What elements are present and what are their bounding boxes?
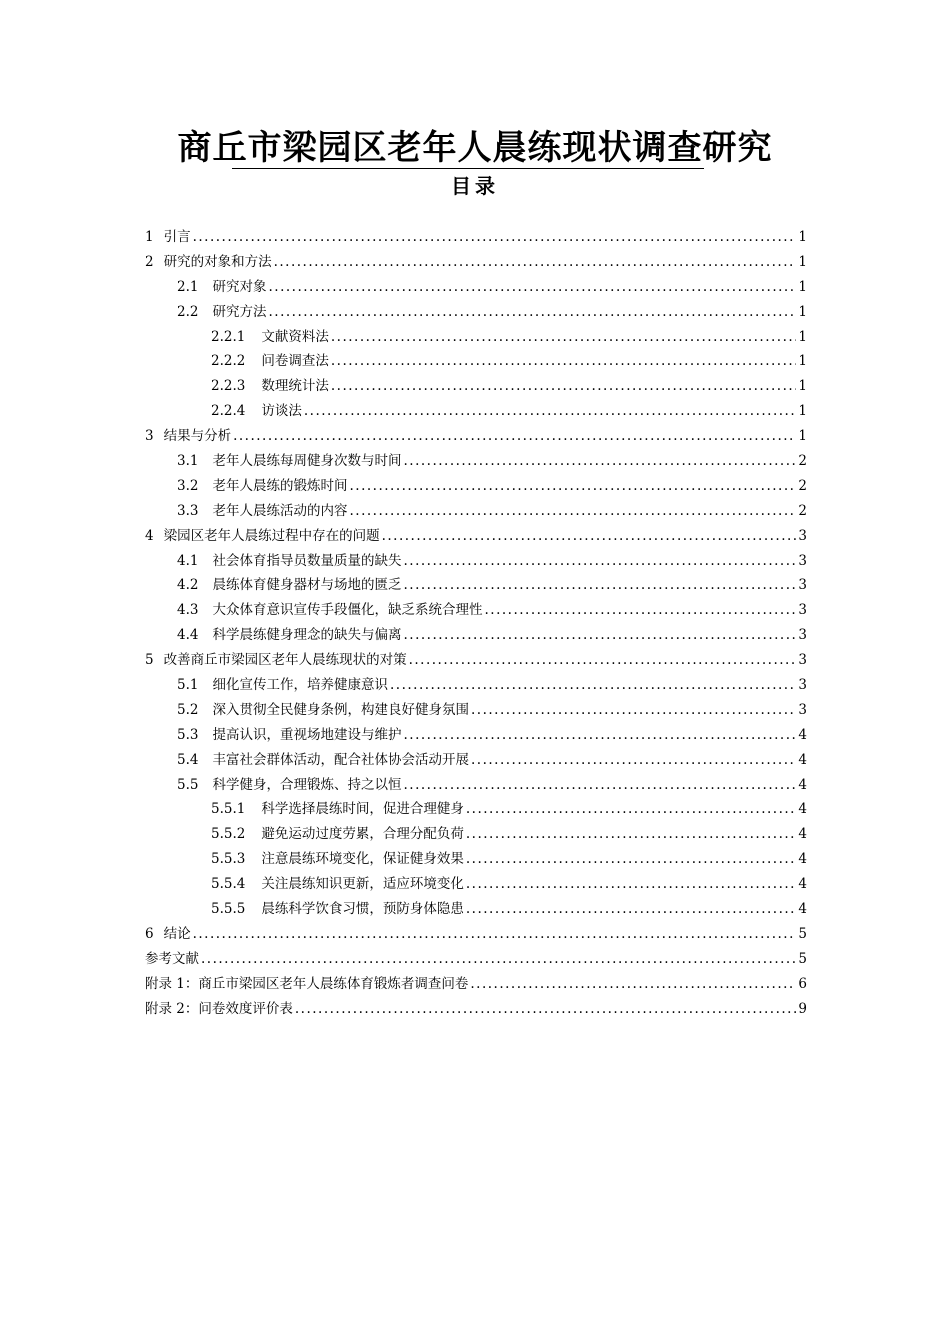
toc-entry-number: 5.1 bbox=[177, 677, 199, 694]
toc-entry-title: 研究方法 bbox=[212, 303, 267, 320]
toc-entry[interactable] bbox=[145, 499, 807, 524]
toc-entry-page-number: 2 bbox=[798, 477, 807, 494]
toc-entry-page-number: 1 bbox=[798, 428, 807, 445]
toc-entry-number: 4.4 bbox=[177, 627, 199, 644]
toc-entry[interactable] bbox=[145, 797, 807, 822]
table-of-contents bbox=[145, 225, 807, 1022]
toc-dot-leader bbox=[331, 374, 797, 399]
toc-entry-page-number: 3 bbox=[798, 627, 807, 644]
toc-entry[interactable] bbox=[145, 573, 807, 598]
toc-entry-page-number: 3 bbox=[798, 552, 807, 569]
toc-entry[interactable] bbox=[145, 349, 807, 374]
toc-entry-page-number: 4 bbox=[798, 776, 807, 793]
toc-entry-title: 晨练科学饮食习惯，预防身体隐患 bbox=[261, 901, 464, 918]
toc-dot-leader bbox=[403, 449, 796, 474]
toc-entry[interactable] bbox=[145, 648, 807, 673]
toc-dot-leader bbox=[471, 698, 796, 723]
toc-entry[interactable] bbox=[145, 374, 807, 399]
toc-entry-title: 老年人晨练活动的内容 bbox=[212, 502, 348, 519]
toc-entry[interactable] bbox=[145, 972, 807, 997]
toc-entry-page-number: 2 bbox=[798, 502, 807, 519]
toc-entry-title: 结论 bbox=[163, 925, 191, 942]
toc-entry-title: 老年人晨练的锻炼时间 bbox=[212, 477, 348, 494]
toc-entry[interactable] bbox=[145, 872, 807, 897]
toc-entry[interactable] bbox=[145, 598, 807, 623]
toc-dot-leader bbox=[409, 648, 797, 673]
toc-entry-title: 引言 bbox=[163, 229, 191, 245]
toc-entry[interactable] bbox=[145, 723, 807, 748]
toc-entry-page-number: 4 bbox=[798, 826, 807, 843]
toc-dot-leader bbox=[349, 499, 796, 524]
toc-dot-leader bbox=[349, 474, 796, 499]
toc-entry[interactable] bbox=[145, 399, 807, 424]
toc-dot-leader bbox=[466, 872, 797, 897]
toc-entry-number: 5.5.2 bbox=[211, 826, 246, 843]
toc-entry-title: 丰富社会群体活动，配合社体协会活动开展 bbox=[212, 751, 469, 768]
toc-entry-page-number: 3 bbox=[798, 602, 807, 619]
toc-entry-number: 5.5.5 bbox=[211, 901, 246, 918]
toc-entry-title: 提高认识，重视场地建设与维护 bbox=[212, 726, 402, 743]
toc-entry-page-number: 1 bbox=[798, 328, 807, 345]
title-underline bbox=[232, 168, 704, 169]
toc-entry-page-number: 4 bbox=[798, 876, 807, 893]
toc-dot-leader bbox=[295, 997, 797, 1022]
toc-entry-page-number: 6 bbox=[798, 975, 807, 992]
toc-entry-number: 3.1 bbox=[177, 453, 199, 470]
toc-entry-title: 数理统计法 bbox=[261, 378, 329, 395]
toc-entry[interactable] bbox=[145, 275, 807, 300]
toc-dot-leader bbox=[403, 773, 796, 798]
toc-dot-leader bbox=[268, 300, 796, 325]
toc-entry-number: 5.5.3 bbox=[211, 851, 246, 868]
toc-entry-title: 研究的对象和方法 bbox=[163, 253, 272, 270]
toc-entry-title: 访谈法 bbox=[261, 403, 302, 420]
toc-entry-page-number: 3 bbox=[798, 677, 807, 694]
toc-entry-number: 2.2.2 bbox=[211, 353, 246, 370]
toc-entry-title: 改善商丘市梁园区老年人晨练现状的对策 bbox=[163, 652, 407, 669]
toc-entry-number: 2.2.1 bbox=[211, 328, 246, 345]
toc-entry-number: 6 bbox=[145, 925, 154, 942]
toc-dot-leader bbox=[390, 673, 796, 698]
toc-entry-title: 科学选择晨练时间，促进合理健身 bbox=[261, 801, 464, 818]
toc-dot-leader bbox=[233, 424, 796, 449]
toc-entry[interactable] bbox=[145, 474, 807, 499]
toc-dot-leader bbox=[403, 549, 796, 574]
toc-dot-leader bbox=[193, 225, 797, 250]
toc-entry-number: 2.2.3 bbox=[211, 378, 246, 395]
toc-dot-leader bbox=[403, 723, 796, 748]
toc-entry-page-number: 5 bbox=[798, 925, 807, 942]
toc-entry[interactable] bbox=[145, 524, 807, 549]
toc-dot-leader bbox=[466, 847, 797, 872]
toc-entry-page-number: 1 bbox=[798, 403, 807, 420]
toc-entry-page-number: 2 bbox=[798, 453, 807, 470]
toc-entry[interactable] bbox=[145, 300, 807, 325]
toc-dot-leader bbox=[471, 748, 796, 773]
toc-entry-page-number: 5 bbox=[798, 950, 807, 967]
toc-entry-number: 2.1 bbox=[177, 278, 199, 295]
toc-entry-page-number: 4 bbox=[798, 801, 807, 818]
toc-entry-page-number: 3 bbox=[798, 527, 807, 544]
toc-entry[interactable] bbox=[145, 847, 807, 872]
toc-entry-title: 附录 1：商丘市梁园区老年人晨练体育锻炼者调查问卷 bbox=[145, 975, 469, 992]
toc-entry-page-number: 1 bbox=[798, 303, 807, 320]
toc-entry-number: 1 bbox=[145, 229, 154, 245]
toc-dot-leader bbox=[484, 598, 796, 623]
toc-entry[interactable] bbox=[145, 997, 807, 1022]
toc-entry-page-number: 4 bbox=[798, 726, 807, 743]
toc-entry-page-number: 9 bbox=[798, 1000, 807, 1017]
toc-entry[interactable] bbox=[145, 449, 807, 474]
toc-entry-page-number: 3 bbox=[798, 701, 807, 718]
toc-entry[interactable] bbox=[145, 424, 807, 449]
toc-entry[interactable] bbox=[145, 250, 807, 275]
toc-entry[interactable] bbox=[145, 549, 807, 574]
toc-entry-page-number: 1 bbox=[798, 378, 807, 395]
toc-entry-page-number: 4 bbox=[798, 751, 807, 768]
toc-entry-title: 深入贯彻全民健身条例，构建良好健身氛围 bbox=[212, 701, 469, 718]
toc-entry-title: 文献资料法 bbox=[261, 328, 329, 345]
toc-dot-leader bbox=[466, 822, 797, 847]
toc-entry-title: 社会体育指导员数量质量的缺失 bbox=[212, 552, 402, 569]
toc-entry-title: 细化宣传工作，培养健康意识 bbox=[212, 677, 388, 694]
toc-entry-number: 2 bbox=[145, 253, 154, 270]
toc-entry-number: 5.5.1 bbox=[211, 801, 246, 818]
toc-entry-title: 科学健身，合理锻炼、持之以恒 bbox=[212, 776, 402, 793]
toc-dot-leader bbox=[403, 623, 796, 648]
toc-entry-title: 问卷调查法 bbox=[261, 353, 329, 370]
toc-entry[interactable] bbox=[145, 897, 807, 922]
toc-entry-number: 3 bbox=[145, 428, 154, 445]
toc-entry[interactable] bbox=[145, 947, 807, 972]
toc-entry-number: 5.5.4 bbox=[211, 876, 246, 893]
toc-entry-page-number: 1 bbox=[798, 253, 807, 270]
toc-entry-title: 附录 2：问卷效度评价表 bbox=[145, 1000, 293, 1017]
toc-entry-number: 4.1 bbox=[177, 552, 199, 569]
toc-entry-number: 2.2.4 bbox=[211, 403, 246, 420]
toc-entry-number: 5.3 bbox=[177, 726, 199, 743]
toc-dot-leader bbox=[331, 349, 797, 374]
toc-entry-number: 2.2 bbox=[177, 303, 199, 320]
toc-entry-title: 避免运动过度劳累，合理分配负荷 bbox=[261, 826, 464, 843]
toc-entry-number: 4.3 bbox=[177, 602, 199, 619]
toc-entry[interactable] bbox=[145, 773, 807, 798]
toc-entry-title: 大众体育意识宣传手段僵化，缺乏系统合理性 bbox=[212, 602, 483, 619]
toc-heading: 目录 bbox=[451, 174, 499, 198]
toc-entry-title: 老年人晨练每周健身次数与时间 bbox=[212, 453, 402, 470]
toc-entry-number: 3.3 bbox=[177, 502, 199, 519]
document-title: 商丘市梁园区老年人晨练现状调查研究 bbox=[177, 128, 773, 168]
toc-dot-leader bbox=[403, 573, 796, 598]
toc-dot-leader bbox=[274, 250, 797, 275]
toc-entry-title: 结果与分析 bbox=[163, 428, 232, 445]
toc-dot-leader bbox=[466, 797, 797, 822]
toc-dot-leader bbox=[382, 524, 797, 549]
toc-entry[interactable] bbox=[145, 325, 807, 350]
toc-dot-leader bbox=[193, 922, 797, 947]
toc-entry-number: 5.2 bbox=[177, 701, 199, 718]
toc-entry-title: 研究对象 bbox=[212, 278, 267, 295]
toc-entry-number: 4 bbox=[145, 527, 154, 544]
toc-entry[interactable] bbox=[145, 623, 807, 648]
toc-entry-page-number: 4 bbox=[798, 851, 807, 868]
toc-entry-title: 梁园区老年人晨练过程中存在的问题 bbox=[163, 527, 380, 544]
toc-entry[interactable] bbox=[145, 673, 807, 698]
toc-entry-number: 5.4 bbox=[177, 751, 199, 768]
toc-entry[interactable] bbox=[145, 225, 807, 250]
toc-entry-title: 注意晨练环境变化，保证健身效果 bbox=[261, 851, 464, 868]
toc-entry-page-number: 1 bbox=[798, 353, 807, 370]
toc-entry-title: 关注晨练知识更新，适应环境变化 bbox=[261, 876, 464, 893]
toc-entry-title: 晨练体育健身器材与场地的匮乏 bbox=[212, 577, 402, 594]
toc-entry-number: 5.5 bbox=[177, 776, 199, 793]
toc-entry-page-number: 3 bbox=[798, 652, 807, 669]
toc-dot-leader bbox=[331, 325, 797, 350]
toc-dot-leader bbox=[201, 947, 796, 972]
toc-entry-title: 科学晨练健身理念的缺失与偏离 bbox=[212, 627, 402, 644]
toc-entry-page-number: 1 bbox=[798, 278, 807, 295]
toc-entry-page-number: 1 bbox=[798, 229, 807, 245]
toc-entry[interactable] bbox=[145, 922, 807, 947]
toc-entry-number: 5 bbox=[145, 652, 154, 669]
toc-entry[interactable] bbox=[145, 822, 807, 847]
toc-dot-leader bbox=[304, 399, 797, 424]
toc-entry-page-number: 4 bbox=[798, 901, 807, 918]
toc-entry[interactable] bbox=[145, 698, 807, 723]
toc-dot-leader bbox=[268, 275, 796, 300]
toc-entry[interactable] bbox=[145, 748, 807, 773]
toc-dot-leader bbox=[466, 897, 797, 922]
toc-entry-number: 4.2 bbox=[177, 577, 199, 594]
toc-entry-number: 3.2 bbox=[177, 477, 199, 494]
toc-dot-leader bbox=[470, 972, 796, 997]
toc-entry-page-number: 3 bbox=[798, 577, 807, 594]
toc-entry-title: 参考文献 bbox=[145, 950, 199, 967]
